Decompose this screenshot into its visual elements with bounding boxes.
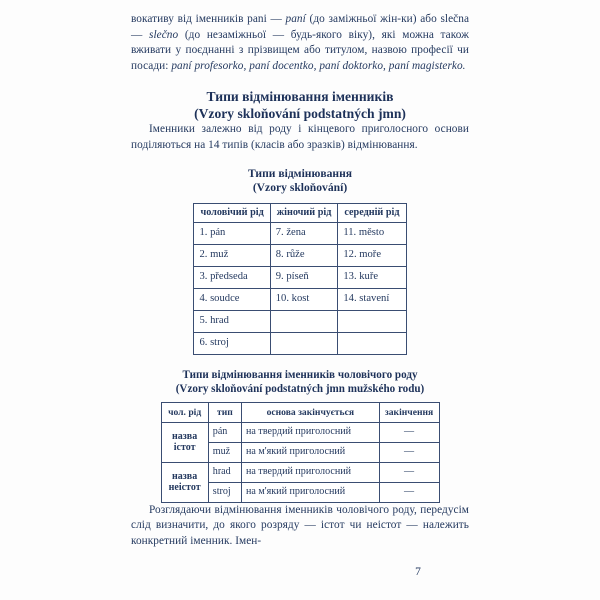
- table1-cell: 3. předseda: [194, 266, 270, 288]
- table-row: [161, 422, 439, 442]
- table2-body: [161, 422, 439, 502]
- table2-col-stem: основа закінчується: [242, 402, 380, 422]
- table1-heading-line1: Типи відмінювання: [247, 166, 353, 180]
- top-run-6: paní profesorko, paní docentko, paní doktorko, paní magisterko.: [171, 59, 466, 72]
- table2-group-label: назва істот: [161, 422, 208, 462]
- table1-cell: 12. moře: [338, 244, 406, 266]
- top-run-2: paní: [285, 13, 306, 25]
- table2-heading-line1: Типи відмінювання іменників чоловічого роду: [182, 368, 418, 381]
- table1-cell: 2. muž: [194, 244, 270, 266]
- table1-cell: 5. hrad: [194, 310, 270, 332]
- table-header-row: [161, 402, 439, 422]
- table2-col-ending: закінчення: [379, 402, 439, 422]
- table2-wrapper: [131, 402, 469, 503]
- table2-cell-stem: на твердий приголосний: [242, 422, 380, 442]
- table1-cell: 10. kost: [270, 288, 338, 310]
- table1-cell: 1. pán: [194, 222, 270, 244]
- table1-cell: [270, 310, 338, 332]
- table1-heading-line2: (Vzory skloňování): [252, 181, 348, 195]
- declension-types-table: [193, 203, 406, 355]
- table2-col-type: тип: [208, 402, 241, 422]
- table-row: [194, 332, 406, 354]
- table1-head: [194, 203, 406, 222]
- table1-cell: 9. píseň: [270, 266, 338, 288]
- table1-cell: [338, 310, 406, 332]
- page-content: [131, 12, 469, 549]
- table1-cell: 6. stroj: [194, 332, 270, 354]
- top-run-1: вокативу від іменників pani —: [131, 13, 286, 25]
- paragraph-top: [131, 12, 469, 74]
- table2-cell-type: hrad: [208, 462, 241, 482]
- table2-cell-ending: —: [379, 482, 439, 502]
- table2-cell-type: pán: [208, 422, 241, 442]
- section-heading-line2: (Vzory skloňování podstatných jmn): [194, 106, 406, 122]
- table2-cell-stem: на м'який приголосний: [242, 442, 380, 462]
- table1-cell: 14. stavení: [338, 288, 406, 310]
- table2-col-gender: чол. рід: [161, 402, 208, 422]
- page-number: 7: [415, 566, 421, 578]
- table2-cell-ending: —: [379, 462, 439, 482]
- section-heading: [131, 88, 469, 122]
- table2-cell-stem: на твердий приголосний: [242, 462, 380, 482]
- table1-col-feminine: жіночий рід: [270, 203, 338, 222]
- table-row: [194, 244, 406, 266]
- table1-col-neuter: середній рід: [338, 203, 406, 222]
- table2-cell-type: stroj: [208, 482, 241, 502]
- table2-cell-ending: —: [379, 442, 439, 462]
- table2-head: [161, 402, 439, 422]
- table2-heading: [131, 368, 469, 396]
- table1-cell: [338, 332, 406, 354]
- section-heading-line1: Типи відмінювання іменників: [206, 89, 394, 105]
- table1-cell: 7. žena: [270, 222, 338, 244]
- table-row: [194, 266, 406, 288]
- table1-cell: 4. soudce: [194, 288, 270, 310]
- top-run-4: slečno: [149, 28, 179, 41]
- table1-body: [194, 222, 406, 354]
- table-row: [194, 222, 406, 244]
- table1-cell: 11. město: [338, 222, 406, 244]
- table-row: [194, 310, 406, 332]
- table1-col-masculine: чоловічий рід: [194, 203, 270, 222]
- table-header-row: [194, 203, 406, 222]
- paragraph-intro: Іменники залежно від роду і кінцевого приголосного основи поділяються на 14 типів (класів або зразків) відмінювання.: [131, 123, 469, 151]
- table2-heading-line2: (Vzory skloňování podstatných jmn mužského rodu): [175, 382, 425, 395]
- table1-cell: [270, 332, 338, 354]
- top-run-3: (до заміжньої жін-ки) або slečna —: [131, 13, 470, 41]
- table1-cell: 8. růže: [270, 244, 338, 266]
- table1-heading: [131, 167, 469, 196]
- table-row: [194, 288, 406, 310]
- table2-group-label: назва неістот: [161, 462, 208, 502]
- table2-cell-ending: —: [379, 422, 439, 442]
- paragraph-closing: Розглядаючи відмінювання іменників чоловічого роду, передусім слід визначити, до якого розряду — істот чи неістот — належить конкретний іменник. Імен-: [131, 503, 469, 547]
- masculine-declension-table: [161, 402, 440, 503]
- table2-cell-type: muž: [208, 442, 241, 462]
- table-row: [161, 462, 439, 482]
- table2-cell-stem: на м'який приголосний: [242, 482, 380, 502]
- table1-wrapper: [131, 203, 469, 355]
- table1-cell: 13. kuře: [338, 266, 406, 288]
- top-run-5: (до незаміжньої — будь-якого віку), які можна також вживати у поєднанні з прізвищем або титулом, назвою професії чи посади:: [131, 28, 469, 72]
